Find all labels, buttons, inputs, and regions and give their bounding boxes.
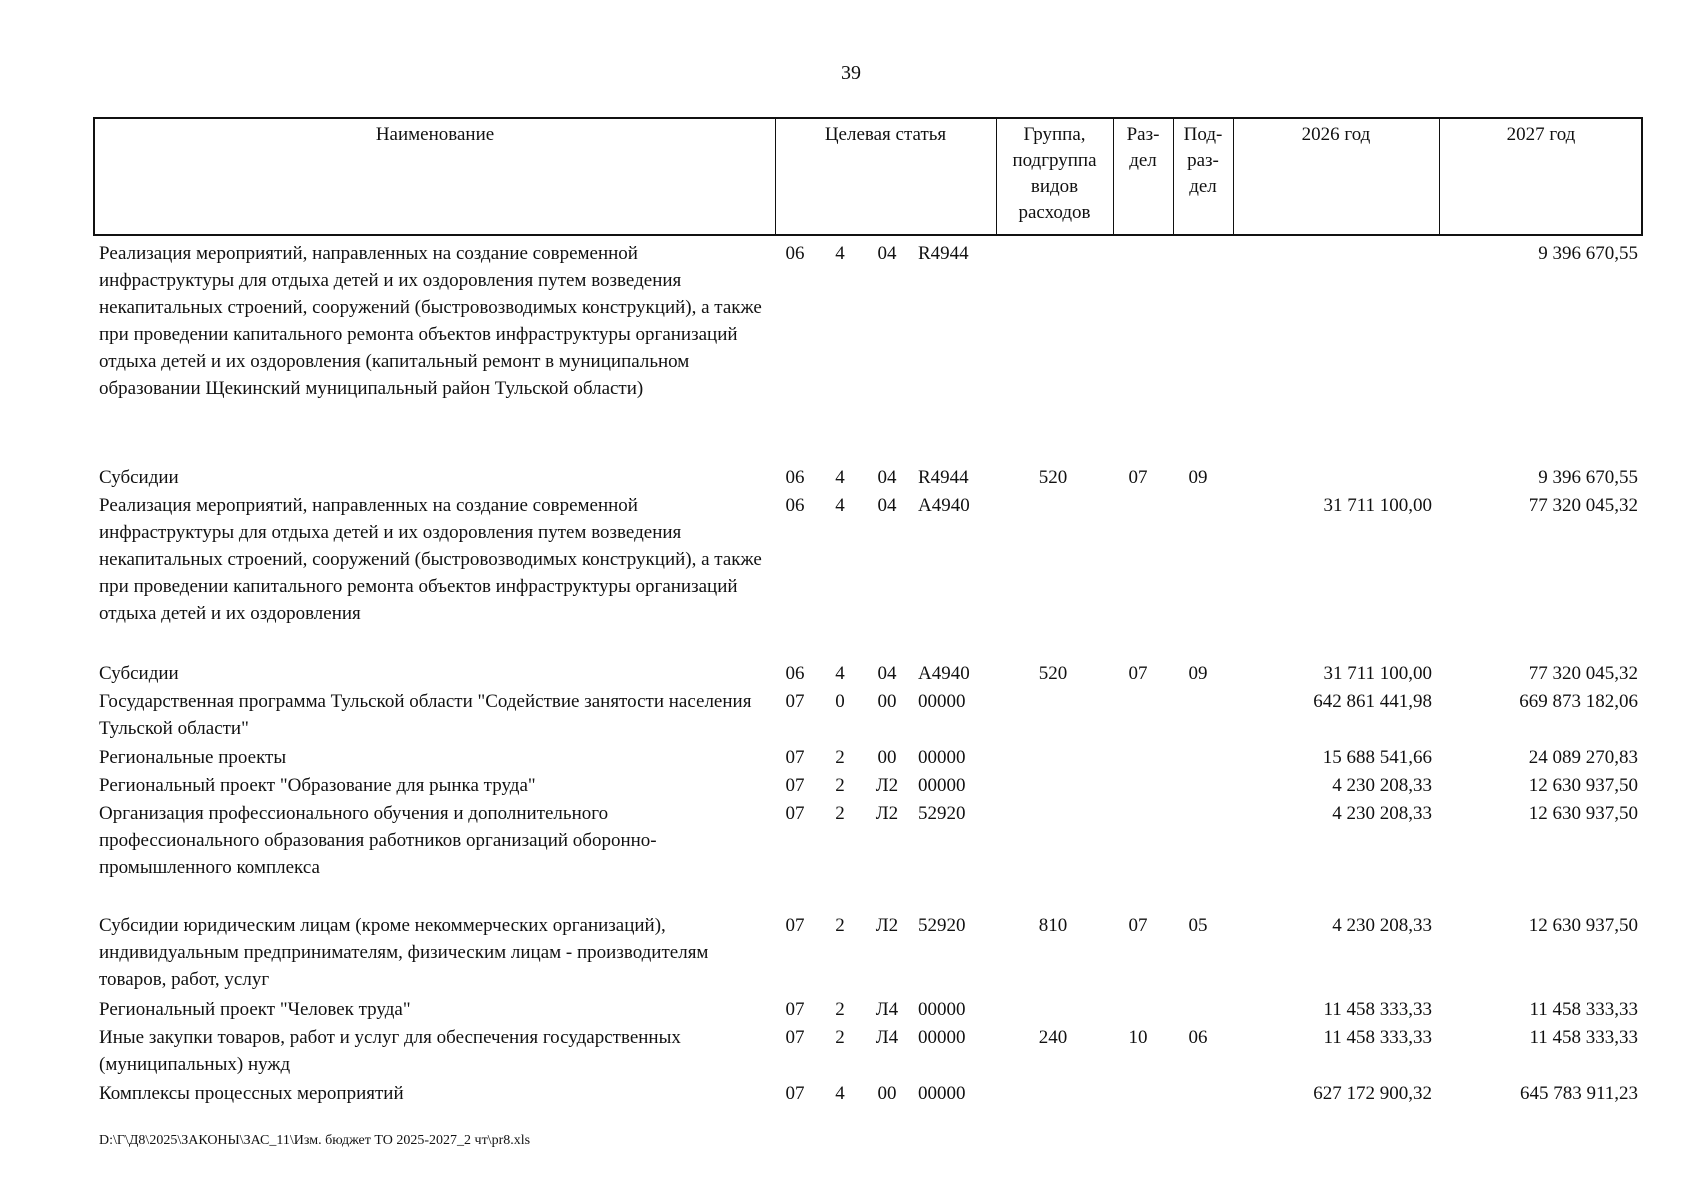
row-target-type: 4	[835, 1083, 845, 1104]
row-amount-2027: 24 089 270,83	[1528, 747, 1638, 768]
row-amount-2026: 31 711 100,00	[1323, 495, 1432, 516]
row-target-type: 2	[835, 999, 845, 1020]
header-group: Группа, подгруппа видов расходов	[1012, 124, 1097, 223]
row-podrazdel: 09	[1188, 467, 1208, 488]
row-target-section: 04	[877, 467, 897, 488]
row-amount-2027: 11 458 333,33	[1529, 999, 1638, 1020]
row-target-direction: А4940	[918, 495, 970, 516]
row-amount-2026: 31 711 100,00	[1323, 663, 1432, 684]
row-target-section: Л4	[875, 999, 899, 1020]
header-2026: 2026 год	[1301, 124, 1371, 145]
row-amount-2026: 4 230 208,33	[1332, 803, 1432, 824]
row-amount-2027: 9 396 670,55	[1538, 467, 1638, 488]
row-target-direction: 52920	[918, 803, 966, 824]
row-name: Комплексы процессных мероприятий	[99, 1083, 404, 1104]
row-target-type: 2	[835, 1027, 845, 1048]
row-target-type: 0	[835, 691, 845, 712]
page-number: 39	[841, 62, 861, 84]
row-expense-group: 810	[1038, 915, 1068, 936]
row-amount-2026: 11 458 333,33	[1323, 1027, 1432, 1048]
header-podrazdel: Под- раз- дел	[1183, 124, 1223, 197]
row-target-section: Л2	[875, 915, 899, 936]
row-target-section: Л4	[875, 1027, 899, 1048]
row-amount-2027: 12 630 937,50	[1528, 803, 1638, 824]
row-podrazdel: 06	[1188, 1027, 1208, 1048]
row-target-direction: 00000	[918, 691, 966, 712]
row-razdel: 07	[1128, 467, 1148, 488]
row-target-section: 04	[877, 663, 897, 684]
row-expense-group: 240	[1038, 1027, 1068, 1048]
row-name: Иные закупки товаров, работ и услуг для обеспечения государственных (муниципальных) нужд	[99, 1027, 681, 1075]
row-amount-2026: 11 458 333,33	[1323, 999, 1432, 1020]
row-podrazdel: 09	[1188, 663, 1208, 684]
row-name: Организация профессионального обучения и дополнительного профессионального образования работников организаций оборонно-промышленного комплекса	[99, 803, 657, 878]
row-name: Государственная программа Тульской области "Содействие занятости населения Тульской области"	[99, 691, 752, 739]
row-target-section: 00	[877, 1083, 897, 1104]
row-target-type: 4	[835, 467, 845, 488]
row-target-program: 07	[785, 775, 805, 796]
row-target-direction: R4944	[918, 467, 969, 488]
row-name: Региональный проект "Образование для рынка труда"	[99, 775, 536, 796]
row-target-section: Л2	[875, 803, 899, 824]
row-target-program: 06	[785, 663, 805, 684]
row-amount-2027: 11 458 333,33	[1529, 1027, 1638, 1048]
row-target-type: 2	[835, 915, 845, 936]
row-target-type: 4	[835, 495, 845, 516]
header-target: Целевая статья	[824, 124, 947, 145]
header-2027: 2027 год	[1506, 124, 1576, 145]
row-target-type: 2	[835, 803, 845, 824]
row-target-program: 06	[785, 243, 805, 264]
row-target-direction: 00000	[918, 1027, 966, 1048]
row-target-type: 2	[835, 775, 845, 796]
row-razdel: 07	[1128, 663, 1148, 684]
row-target-type: 2	[835, 747, 845, 768]
row-amount-2026: 642 861 441,98	[1313, 691, 1432, 712]
row-razdel: 10	[1128, 1027, 1148, 1048]
row-target-section: 04	[877, 495, 897, 516]
file-path-footer: D:\Г\Д8\2025\ЗАКОНЫ\ЗАС_11\Изм. бюджет ТО 2025-2027_2 чт\pr8.xls	[99, 1133, 531, 1148]
row-amount-2027: 645 783 911,23	[1519, 1083, 1638, 1104]
row-amount-2026: 627 172 900,32	[1313, 1083, 1432, 1104]
row-target-program: 07	[785, 1027, 805, 1048]
row-name: Субсидии юридическим лицам (кроме некоммерческих организаций), индивидуальным предпринимателям, физическим лицам - производителям товаров, работ, услуг	[99, 915, 709, 990]
row-name: Субсидии	[99, 467, 179, 488]
row-target-direction: 52920	[918, 915, 966, 936]
row-amount-2027: 77 320 045,32	[1528, 495, 1638, 516]
row-expense-group: 520	[1038, 467, 1068, 488]
row-name: Реализация мероприятий, направленных на создание современной инфраструктуры для отдыха детей и их оздоровления путем возведения некапитальных строений, сооружений (быстровозводимых конструкций), а также при проведении капитального ремонта объектов инфраструктуры организаций отдыха детей и их оздоровления	[99, 495, 762, 624]
row-name: Субсидии	[99, 663, 179, 684]
row-target-program: 07	[785, 691, 805, 712]
row-target-program: 07	[785, 915, 805, 936]
row-target-direction: 00000	[918, 747, 966, 768]
header-razdel: Раз- дел	[1126, 124, 1160, 171]
row-amount-2026: 4 230 208,33	[1332, 915, 1432, 936]
row-amount-2027: 12 630 937,50	[1528, 915, 1638, 936]
row-target-direction: 00000	[918, 999, 966, 1020]
row-target-program: 07	[785, 999, 805, 1020]
row-target-section: 04	[877, 243, 897, 264]
row-target-direction: 00000	[918, 1083, 966, 1104]
row-name: Реализация мероприятий, направленных на создание современной инфраструктуры для отдыха детей и их оздоровления путем возведения некапитальных строений, сооружений (быстровозводимых конструкций), а также при проведении капитального ремонта объектов инфраструктуры организаций отдыха детей и их оздоровления (капитальный ремонт в муниципальном образовании Щекинский муниципальный район Тульской области)	[99, 243, 762, 399]
row-target-program: 06	[785, 467, 805, 488]
row-target-section: Л2	[875, 775, 899, 796]
row-target-program: 07	[785, 803, 805, 824]
row-amount-2027: 12 630 937,50	[1528, 775, 1638, 796]
row-target-section: 00	[877, 747, 897, 768]
row-amount-2027: 77 320 045,32	[1528, 663, 1638, 684]
row-target-direction: А4940	[918, 663, 970, 684]
row-target-type: 4	[835, 663, 845, 684]
row-amount-2027: 9 396 670,55	[1538, 243, 1638, 264]
row-expense-group: 520	[1038, 663, 1068, 684]
row-target-program: 07	[785, 747, 805, 768]
row-target-type: 4	[835, 243, 845, 264]
row-name: Региональные проекты	[99, 747, 287, 768]
row-podrazdel: 05	[1188, 915, 1208, 936]
row-target-program: 07	[785, 1083, 805, 1104]
header-name: Наименование	[375, 124, 495, 145]
row-target-direction: R4944	[918, 243, 969, 264]
row-target-direction: 00000	[918, 775, 966, 796]
row-target-program: 06	[785, 495, 805, 516]
table-header	[93, 117, 1643, 236]
row-razdel: 07	[1128, 915, 1148, 936]
row-name: Региональный проект "Человек труда"	[99, 999, 411, 1020]
row-amount-2026: 4 230 208,33	[1332, 775, 1432, 796]
row-target-section: 00	[877, 691, 897, 712]
row-amount-2026: 15 688 541,66	[1322, 747, 1432, 768]
row-amount-2027: 669 873 182,06	[1519, 691, 1638, 712]
